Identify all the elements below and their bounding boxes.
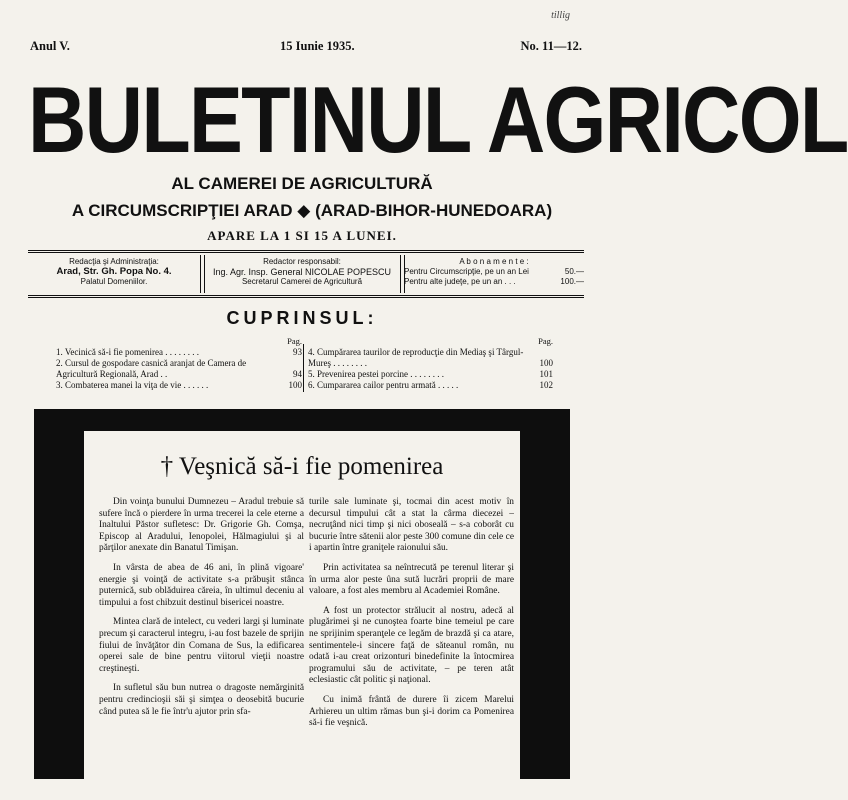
contents-left bbox=[56, 336, 302, 391]
article-box bbox=[84, 431, 520, 779]
contents-item-page: 100 bbox=[539, 358, 553, 368]
article-title: † Veşnică să-i fie pomenirea bbox=[160, 453, 444, 480]
contents-item-page: 100 bbox=[288, 380, 302, 390]
issue-line bbox=[30, 39, 582, 55]
abonamente-row bbox=[404, 267, 584, 277]
pag-label: Pag. bbox=[287, 336, 302, 346]
contents-item-text: 2. Cursul de gospodare casnică aranjat de Camera de Agricultură Regională, Arad . . bbox=[56, 358, 247, 379]
article-paragraph: turile sale luminate şi, tocmai din acest motiv în decursul timpului cât a stat la cârma diecezei – necruţând nici timp şi nici oboseală – s-a coborât cu bucurie între sătenii alor peste 300 comune din cele ce i apartin între graniţele raionului său. bbox=[309, 497, 514, 554]
redactia-heading: Redacţia şi Administraţia: bbox=[69, 257, 159, 266]
contents-item bbox=[308, 347, 553, 369]
abonamente-heading: A b o n a m e n t e : bbox=[459, 257, 529, 266]
subtitle-chamber: AL CAMEREI DE AGRICULTURĂ bbox=[171, 174, 433, 193]
mourning-frame bbox=[34, 409, 570, 779]
contents-item bbox=[56, 380, 302, 391]
info-redactor bbox=[204, 257, 400, 287]
info-abonamente bbox=[404, 257, 584, 287]
abonamente-row bbox=[404, 277, 584, 287]
contents-item-text: 3. Combaterea manei la viţa de vie . . . . . . bbox=[56, 380, 209, 390]
contents-item-text: 6. Cumpararea cailor pentru armată . . . . . bbox=[308, 380, 459, 390]
abonamente-label: Pentru Circumscripţie, pe un an Lei bbox=[404, 267, 529, 276]
subtitle-frequency: APARE LA 1 SI 15 A LUNEI. bbox=[207, 228, 397, 243]
redactor-name: Ing. Agr. Insp. General NICOLAE POPESCU bbox=[212, 267, 392, 277]
article-paragraph: In sufletul său bun nutrea o dragoste nemărginită pentru credincioşii săi şi simţea o deosebită bucurie când putea să le fie într'u ajutor prin sfa- bbox=[99, 683, 304, 717]
redactia-address: Arad, Str. Gh. Popa No. 4. bbox=[56, 266, 172, 277]
issue-date: 15 Iunie 1935. bbox=[280, 39, 355, 53]
abonamente-label: Pentru alte judeţe, pe un an . . . bbox=[404, 277, 516, 286]
contents-item-text: 1. Vecinică să-i fie pomenirea . . . . . . . . bbox=[56, 347, 200, 357]
contents-right bbox=[308, 336, 553, 391]
redactia-note: Palatul Domeniilor. bbox=[80, 277, 148, 286]
article-paragraph: Mintea clară de intelect, cu vederi largi şi luminate precum şi caracterul integru, i-au fost bazele de sprijin fiului de învăţător din Comana de Sus, la edificarea operei sale de bine pentru viitorul vieţii noastre creştineşti. bbox=[99, 617, 304, 674]
article-paragraph: A fost un protector strălucit al nostru, adecă al plugărimei şi ne cunoştea foarte bine temeiul pe care ne sprijinim speranţele ce legăm de brazdă şi ca atare, sentimentele-i sincere faţă de săteanul român, nu odată i-au creat orizonturi binedefinite la întocmirea programului său de activitate, – pe teren atât eclesiastic cât politic şi naţional. bbox=[309, 605, 514, 686]
contents-item-page: 101 bbox=[539, 369, 553, 379]
article-paragraph: Prin activitatea sa neîntrecută pe terenul literar şi în urma alor peste ûna sută lucrări proprii de mare valoare, a fost ales membru al Academiei Române. bbox=[309, 562, 514, 597]
contents-item bbox=[56, 358, 302, 380]
issue-number: No. 11—12. bbox=[520, 39, 582, 53]
contents-item bbox=[308, 380, 553, 391]
redactor-heading: Redactor responsabil: bbox=[263, 257, 341, 266]
pag-label: Pag. bbox=[538, 336, 553, 346]
contents-item bbox=[56, 347, 302, 358]
article-paragraph: Din voinţa bunului Dumnezeu – Aradul trebuie să sufere încă o pierdere în urma trecerei la cele eterne a Inaltului Păstor sufletesc: Dr. Grigorie Gh. Comşa, Episcop al Aradului, Ienopolei, Hălmagiului şi al părţilor anexate din Banatul Timişan. bbox=[99, 497, 304, 554]
subtitle-circumscription: A CIRCUMSCRIPŢIEI ARAD ◆ (ARAD-BIHOR-HUNEDOARA) bbox=[71, 201, 553, 220]
contents-item-page: 94 bbox=[293, 369, 302, 379]
masthead-title: BULETINUL AGRICOL bbox=[28, 67, 848, 172]
article-paragraph: Cu inimă frântă de durere îi zicem Marelui Arhiereu un ultim rămas bun şi-i dorim ca Pomenirea să-i fie veşnică. bbox=[309, 694, 514, 729]
contents-item-text: 5. Prevenirea pestei porcine . . . . . . . . bbox=[308, 369, 444, 379]
redactor-role: Secretarul Camerei de Agricultură bbox=[241, 277, 363, 286]
abonamente-value: 50.— bbox=[564, 267, 584, 276]
info-bar bbox=[28, 250, 584, 298]
contents-heading: CUPRINSUL: bbox=[226, 308, 378, 328]
issue-year: Anul V. bbox=[30, 39, 70, 53]
contents-item-page: 93 bbox=[293, 347, 302, 357]
info-redactia bbox=[28, 257, 200, 287]
abonamente-value: 100.— bbox=[560, 277, 584, 286]
article-column-left bbox=[99, 497, 304, 726]
article-column-right bbox=[309, 497, 514, 738]
contents-item-text: 4. Cumpărarea taurilor de reproducţie din Mediaş şi Târgul-Mureş . . . . . . . . bbox=[308, 347, 524, 368]
handwritten-mark: tillig bbox=[551, 10, 570, 21]
contents-item bbox=[308, 369, 553, 380]
contents-item-page: 102 bbox=[539, 380, 553, 390]
article-paragraph: In vârsta de abea de 46 ani, în plină vigoare' energie şi voinţă de activitate s-a prăbuşit stânca puternică, sub oblăduirea căreia, în ultimul deceniu al timpului a fost chibzuit destinul bisericei noastre. bbox=[99, 562, 304, 608]
contents-divider bbox=[303, 344, 304, 392]
